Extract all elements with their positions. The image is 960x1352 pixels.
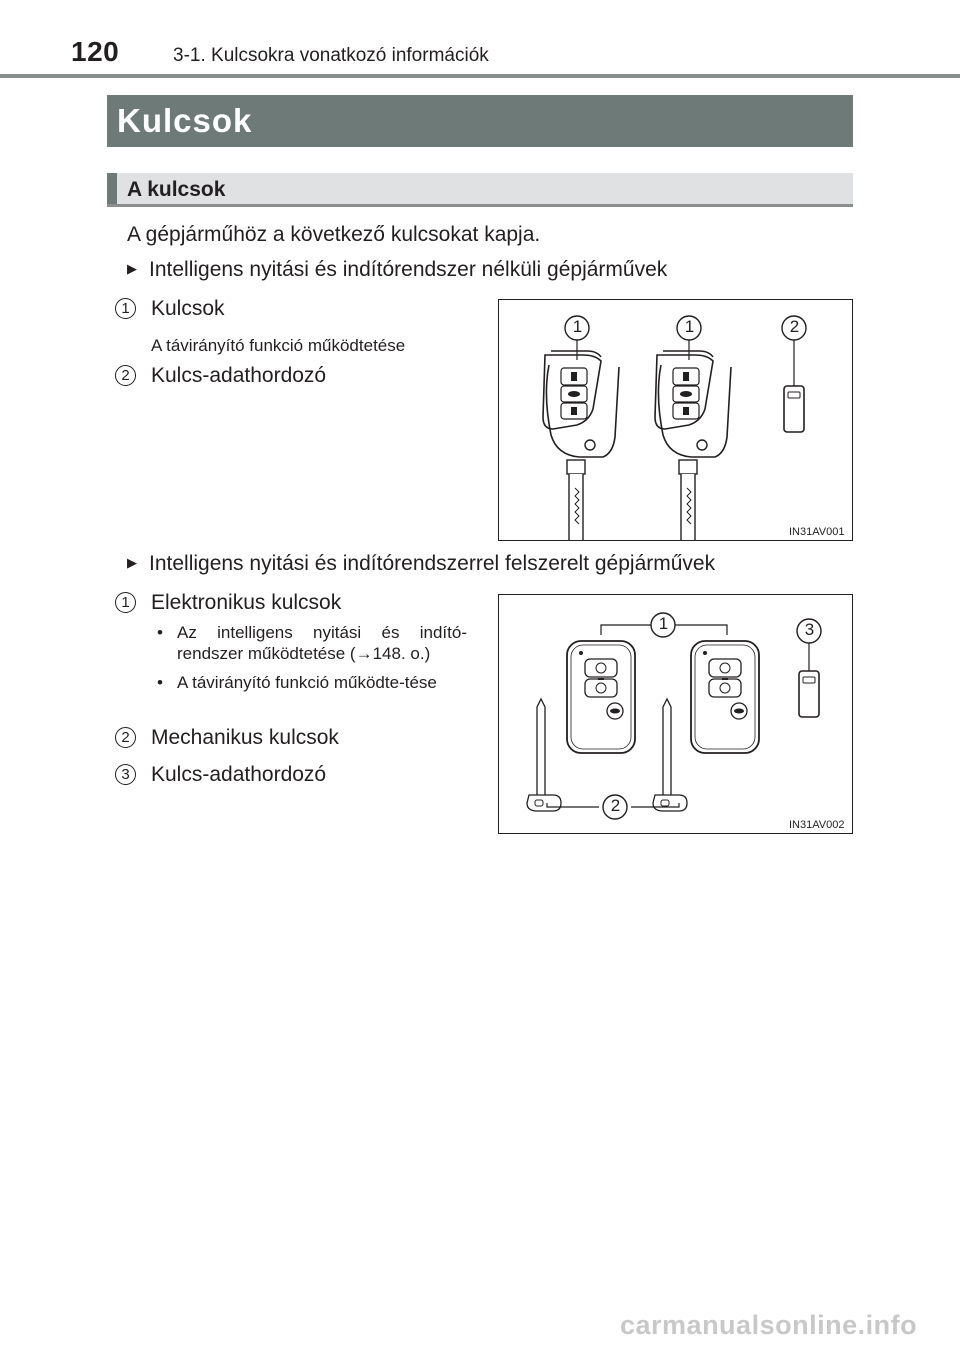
key-figure-2	[498, 594, 853, 834]
bullet-text: A távirányító funkció működte-tése	[177, 673, 437, 692]
key-figure-1	[498, 299, 853, 541]
figure-code: IN31AV001	[789, 526, 845, 538]
intro-text: A gépjárműhöz a következő kulcsokat kapja.	[127, 223, 541, 246]
section-title: Kulcsok	[117, 102, 253, 139]
item-label-key-tag: Kulcs-adathordozó	[151, 763, 327, 786]
mechanical-key-icon	[653, 699, 687, 811]
subsection-title-bar	[107, 173, 853, 207]
callout-number: 1	[572, 317, 583, 336]
bullet-dot: •	[157, 673, 163, 692]
item-label-keys: Kulcsok	[151, 297, 225, 320]
item-number-badge: 1	[115, 298, 136, 319]
chapter-title: 3-1. Kulcsokra vonatkozó információk	[173, 45, 489, 66]
item-label-mechanical-keys: Mechanikus kulcsok	[151, 726, 339, 749]
bullet-dot: •	[157, 623, 163, 642]
triangle-bullet-icon: ▶	[127, 555, 137, 570]
section-title-bar	[107, 95, 853, 147]
triangle-bullet-icon: ▶	[127, 261, 137, 276]
subsection-title: A kulcsok	[127, 178, 226, 201]
item-label-electronic-keys: Elektronikus kulcsok	[151, 591, 342, 614]
group-heading-smart-key	[127, 552, 715, 576]
callout-number: 1	[658, 614, 669, 633]
watermark: carmanualsonline.info	[620, 1310, 918, 1340]
item-number-badge: 1	[115, 592, 136, 613]
electronic-key-icon	[567, 641, 635, 753]
key-icon	[543, 351, 619, 540]
electronic-key-icon	[691, 641, 759, 753]
callout-number: 1	[684, 317, 695, 336]
header-divider	[0, 74, 960, 78]
bullet-item	[157, 672, 467, 693]
callout-number: 3	[804, 620, 815, 639]
callout-number: 2	[789, 317, 800, 336]
item-label-key-tag: Kulcs-adathordozó	[151, 364, 327, 387]
callout-number: 2	[610, 796, 621, 815]
bullet-item	[157, 622, 467, 664]
key-icon	[655, 351, 731, 540]
item-note-remote: A távirányító funkció működtetése	[151, 336, 406, 355]
group-heading-no-smart-key	[127, 258, 667, 282]
item-number-badge: 3	[115, 764, 136, 785]
item-number-badge: 2	[115, 365, 136, 386]
mechanical-key-icon	[527, 699, 561, 811]
page-number: 120	[71, 36, 120, 67]
bullet-text: Az intelligens nyitási és indító-rendszer működtetése (→148. o.)	[177, 623, 467, 663]
figure-code: IN31AV002	[789, 819, 845, 831]
group-heading-text: Intelligens nyitási és indítórendszer nélküli gépjárművek	[149, 258, 668, 281]
group-heading-text: Intelligens nyitási és indítórendszerrel felszerelt gépjárművek	[149, 552, 716, 575]
item-number-badge: 2	[115, 727, 136, 748]
